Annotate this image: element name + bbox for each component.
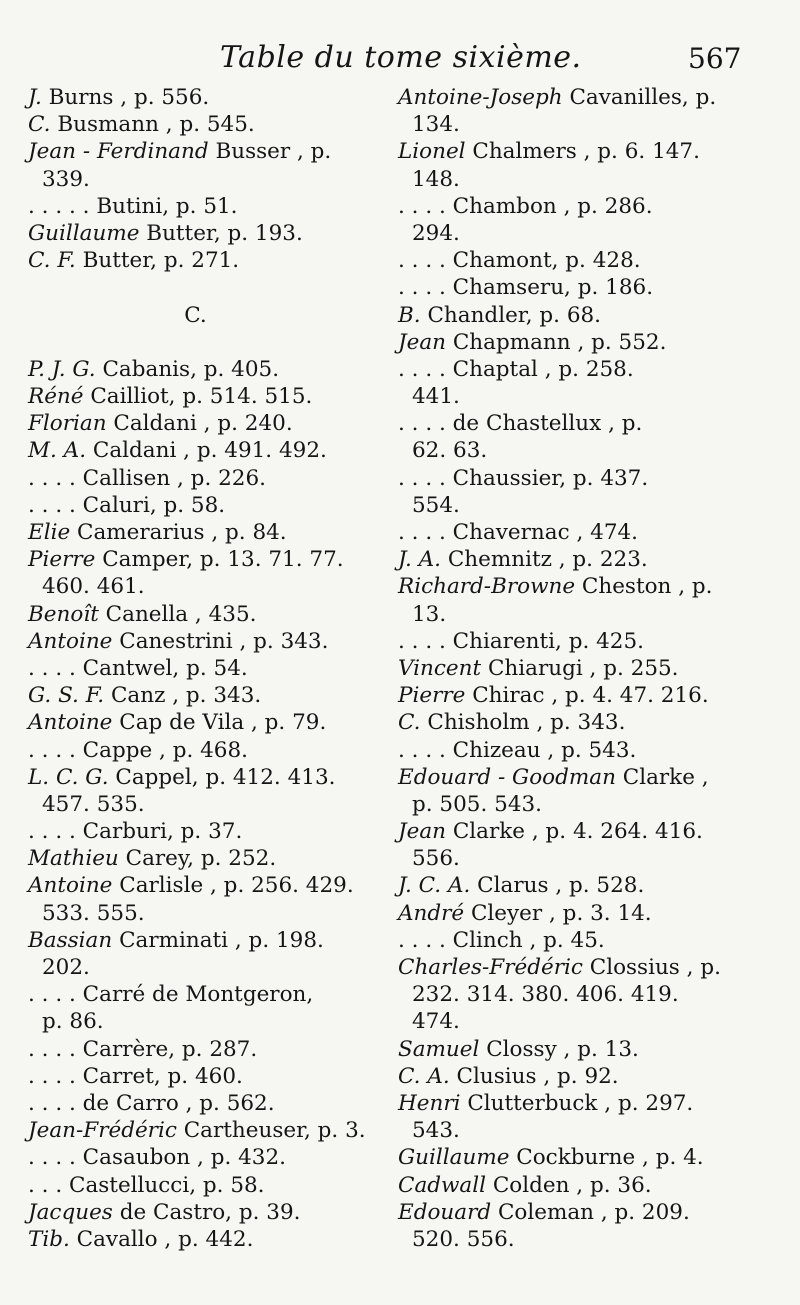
entry-text: . . . . Caluri, p. 58. bbox=[28, 492, 226, 518]
running-title: Table du tome sixième. bbox=[220, 40, 582, 75]
index-entry bbox=[398, 356, 778, 383]
index-entry bbox=[28, 465, 393, 492]
entry-text: Camper, p. 13. 71. 77. bbox=[95, 547, 344, 573]
index-entry bbox=[398, 329, 778, 356]
index-entry bbox=[28, 329, 393, 356]
entry-text: 134. bbox=[412, 112, 460, 138]
index-entry bbox=[28, 954, 393, 981]
entry-text: Clossius , p. bbox=[582, 955, 721, 980]
entry-text: Clusius , p. 92. bbox=[449, 1063, 619, 1089]
index-entry bbox=[398, 628, 778, 655]
entry-forename: Richard-Browne bbox=[398, 574, 576, 600]
entry-text: . . . . Chamseru, p. 186. bbox=[398, 275, 654, 301]
index-entry bbox=[398, 601, 778, 628]
index-entry bbox=[28, 1008, 393, 1035]
entry-forename: Guillaume bbox=[28, 220, 140, 246]
index-entry bbox=[28, 546, 393, 573]
index-entry bbox=[28, 111, 393, 138]
entry-text: Cailliot, p. 514. 515. bbox=[83, 384, 313, 410]
entry-text: Caldani , p. 240. bbox=[106, 411, 293, 437]
index-entry bbox=[398, 682, 778, 709]
page-header bbox=[0, 40, 800, 80]
entry-forename: B. bbox=[398, 302, 421, 328]
index-entry bbox=[28, 1117, 393, 1144]
index-entry bbox=[28, 84, 393, 111]
entry-text: Canella , 435. bbox=[98, 601, 257, 627]
entry-text: . . . . Chamont, p. 428. bbox=[398, 248, 641, 274]
index-entry bbox=[28, 356, 393, 383]
index-entry bbox=[28, 1036, 393, 1063]
entry-forename: C. bbox=[398, 710, 421, 736]
index-entry bbox=[398, 465, 778, 492]
index-entry bbox=[398, 927, 778, 954]
entry-text: Cheston , p. bbox=[575, 574, 713, 600]
index-entry bbox=[398, 519, 778, 546]
entry-forename: Florian bbox=[28, 411, 107, 437]
index-entry bbox=[28, 573, 393, 600]
entry-text: 13. bbox=[412, 601, 447, 627]
entry-text: Busser , p. bbox=[208, 139, 332, 165]
entry-text: Carlisle , p. 256. 429. bbox=[112, 873, 354, 899]
entry-forename: Tib. bbox=[28, 1226, 70, 1252]
entry-forename: Guillaume bbox=[398, 1145, 510, 1171]
entry-text: Chandler, p. 68. bbox=[420, 302, 602, 328]
index-entry bbox=[28, 1226, 393, 1253]
index-entry bbox=[28, 193, 393, 220]
entry-text: . . . . Carré de Montgeron, bbox=[28, 982, 314, 1008]
index-entry bbox=[398, 1008, 778, 1035]
section-letter bbox=[28, 302, 393, 329]
entry-forename: Benoît bbox=[28, 601, 99, 627]
entry-text: p. 86. bbox=[42, 1009, 104, 1035]
entry-text: C. bbox=[184, 302, 207, 328]
entry-text: 554. bbox=[412, 492, 460, 518]
entry-forename: Antoine bbox=[28, 873, 113, 899]
index-entry bbox=[28, 791, 393, 818]
entry-text: Coleman , p. 209. bbox=[491, 1199, 690, 1225]
index-entry bbox=[398, 818, 778, 845]
entry-text: . . . . Carburi, p. 37. bbox=[28, 819, 243, 845]
entry-text: Cavallo , p. 442. bbox=[69, 1226, 254, 1252]
entry-forename: Cadwall bbox=[398, 1172, 487, 1198]
entry-text: . . . . Chiarenti, p. 425. bbox=[398, 628, 645, 654]
index-entry bbox=[398, 900, 778, 927]
index-entry bbox=[398, 737, 778, 764]
entry-text: 533. 555. bbox=[42, 900, 145, 926]
entry-text: Caldani , p. 491. 492. bbox=[86, 438, 327, 464]
entry-forename: P. J. G. bbox=[28, 356, 96, 382]
entry-text: Clossy , p. 13. bbox=[479, 1036, 639, 1062]
entry-forename: Samuel bbox=[398, 1036, 480, 1062]
index-entry bbox=[28, 764, 393, 791]
entry-text: . . . . Chaptal , p. 258. bbox=[398, 356, 634, 382]
entry-forename: Mathieu bbox=[28, 846, 119, 872]
index-entry bbox=[28, 492, 393, 519]
index-entry bbox=[28, 709, 393, 736]
index-entry bbox=[28, 1144, 393, 1171]
index-entry bbox=[398, 193, 778, 220]
index-entry bbox=[398, 410, 778, 437]
entry-text: . . . . Casaubon , p. 432. bbox=[28, 1145, 286, 1171]
entry-text: Cabanis, p. 405. bbox=[95, 356, 280, 382]
index-entry bbox=[28, 166, 393, 193]
index-entry bbox=[28, 900, 393, 927]
entry-forename: L. C. G. bbox=[28, 764, 109, 790]
entry-forename: Bassian bbox=[28, 927, 113, 953]
entry-text: Cavanilles, p. bbox=[562, 85, 717, 110]
entry-text: . . . . Carrère, p. 287. bbox=[28, 1036, 258, 1062]
index-entry bbox=[398, 573, 778, 600]
entry-text: Burns , p. 556. bbox=[41, 85, 210, 110]
index-entry bbox=[28, 818, 393, 845]
index-entry bbox=[398, 1036, 778, 1063]
entry-forename: J. C. A. bbox=[398, 873, 471, 899]
entry-text: Chirac , p. 4. 47. 216. bbox=[465, 683, 709, 709]
entry-forename: Antoine bbox=[28, 710, 113, 736]
index-entry bbox=[28, 682, 393, 709]
index-entry bbox=[398, 383, 778, 410]
entry-forename: Charles-Frédéric bbox=[398, 955, 583, 980]
index-entry bbox=[28, 1090, 393, 1117]
entry-text: 556. bbox=[412, 846, 460, 872]
entry-forename: C. A. bbox=[398, 1063, 450, 1089]
index-entry bbox=[28, 981, 393, 1008]
index-entry bbox=[28, 845, 393, 872]
entry-text: . . . . Cantwel, p. 54. bbox=[28, 655, 248, 681]
entry-text: . . . . de Chastellux , p. bbox=[398, 411, 643, 437]
index-entry bbox=[398, 546, 778, 573]
page-number: 567 bbox=[688, 42, 742, 75]
index-entry bbox=[398, 84, 778, 111]
index-entry bbox=[28, 1199, 393, 1226]
entry-forename: Edouard bbox=[398, 1199, 492, 1225]
index-entry bbox=[28, 274, 393, 301]
entry-text: . . . . Cappe , p. 468. bbox=[28, 737, 248, 763]
entry-text: Cappel, p. 412. 413. bbox=[108, 764, 336, 790]
entry-text: Cockburne , p. 4. bbox=[509, 1145, 704, 1171]
index-entry bbox=[398, 111, 778, 138]
right-index-column bbox=[398, 84, 778, 1253]
index-entry bbox=[398, 981, 778, 1008]
index-entry bbox=[398, 764, 778, 791]
entry-text: Clarke , bbox=[615, 764, 709, 790]
entry-text: Canz , p. 343. bbox=[104, 683, 262, 709]
index-entry bbox=[398, 1144, 778, 1171]
index-entry bbox=[398, 1172, 778, 1199]
entry-text: 520. 556. bbox=[412, 1226, 515, 1252]
index-entry bbox=[398, 655, 778, 682]
entry-text: de Castro, p. 39. bbox=[112, 1199, 301, 1225]
entry-text: 543. bbox=[412, 1118, 460, 1144]
left-index-column bbox=[28, 84, 393, 1253]
entry-text: . . . . de Carro , p. 562. bbox=[28, 1090, 275, 1116]
entry-text: Butter, p. 271. bbox=[75, 248, 240, 274]
index-entry bbox=[398, 220, 778, 247]
entry-text: Clutterbuck , p. 297. bbox=[460, 1090, 694, 1116]
index-entry bbox=[398, 138, 778, 165]
index-entry bbox=[28, 655, 393, 682]
entry-forename: Antoine bbox=[28, 628, 113, 654]
entry-forename: Réné bbox=[28, 384, 84, 410]
entry-text: Cartheuser, p. 3. bbox=[176, 1118, 366, 1144]
entry-forename: Jean bbox=[398, 329, 447, 355]
index-entry bbox=[398, 1090, 778, 1117]
index-entry bbox=[28, 247, 393, 274]
entry-text: . . . . Chavernac , 474. bbox=[398, 520, 639, 545]
index-entry bbox=[398, 845, 778, 872]
entry-text: . . . . . Butini, p. 51. bbox=[28, 193, 238, 219]
index-entry bbox=[398, 791, 778, 818]
entry-text: . . . . Clinch , p. 45. bbox=[398, 927, 605, 953]
index-entry bbox=[28, 220, 393, 247]
entry-text: . . . . Callisen , p. 226. bbox=[28, 465, 266, 491]
index-entry bbox=[398, 247, 778, 274]
index-entry bbox=[28, 138, 393, 165]
entry-forename: Jacques bbox=[28, 1199, 113, 1225]
index-entry bbox=[398, 1063, 778, 1090]
entry-forename: C. F. bbox=[28, 248, 76, 274]
entry-forename: Jean bbox=[398, 819, 447, 845]
entry-text: . . . Castellucci, p. 58. bbox=[28, 1172, 265, 1198]
index-entry bbox=[398, 1199, 778, 1226]
index-entry bbox=[28, 519, 393, 546]
entry-text: 294. bbox=[412, 220, 460, 246]
entry-forename: Jean-Frédéric bbox=[28, 1118, 177, 1144]
index-entry bbox=[398, 302, 778, 329]
entry-forename: J. bbox=[28, 85, 42, 110]
entry-forename: Pierre bbox=[28, 547, 96, 573]
entry-text: 202. bbox=[42, 955, 90, 980]
index-entry bbox=[398, 1226, 778, 1253]
index-entry bbox=[28, 383, 393, 410]
entry-forename: Lionel bbox=[398, 139, 466, 165]
entry-text: Clarus , p. 528. bbox=[470, 873, 645, 899]
index-entry bbox=[398, 166, 778, 193]
entry-text: 148. bbox=[412, 166, 460, 192]
entry-text: . . . . Chizeau , p. 543. bbox=[398, 737, 637, 763]
entry-forename: G. S. F. bbox=[28, 683, 105, 709]
entry-text: Colden , p. 36. bbox=[486, 1172, 652, 1198]
entry-text: 457. 535. bbox=[42, 791, 145, 817]
index-entry bbox=[28, 437, 393, 464]
entry-text: . . . . Chaussier, p. 437. bbox=[398, 465, 649, 491]
index-entry bbox=[398, 1117, 778, 1144]
entry-forename: Jean - Ferdinand bbox=[28, 139, 209, 165]
index-entry bbox=[398, 954, 778, 981]
entry-text: Cap de Vila , p. 79. bbox=[112, 710, 327, 736]
entry-text: 339. bbox=[42, 166, 90, 192]
entry-forename: Edouard - Goodman bbox=[398, 764, 616, 790]
entry-text: Butter, p. 193. bbox=[139, 220, 303, 246]
entry-forename: Vincent bbox=[398, 655, 482, 681]
entry-forename: Pierre bbox=[398, 683, 466, 709]
entry-forename: Henri bbox=[398, 1090, 461, 1116]
entry-text: 232. 314. 380. 406. 419. bbox=[412, 982, 679, 1008]
entry-text: . . . . Chambon , p. 286. bbox=[398, 193, 653, 219]
entry-text: Chapmann , p. 552. bbox=[446, 329, 667, 355]
index-entry bbox=[398, 437, 778, 464]
entry-forename: Antoine-Joseph bbox=[398, 85, 563, 110]
entry-text: Carey, p. 252. bbox=[118, 846, 277, 872]
index-entry bbox=[28, 1172, 393, 1199]
entry-text: Busmann , p. 545. bbox=[50, 112, 255, 138]
entry-text: 441. bbox=[412, 384, 460, 410]
index-entry bbox=[28, 1063, 393, 1090]
entry-text: 474. bbox=[412, 1009, 460, 1035]
index-entry bbox=[398, 709, 778, 736]
index-entry bbox=[398, 274, 778, 301]
index-entry bbox=[28, 410, 393, 437]
index-entry bbox=[28, 872, 393, 899]
entry-text: Chemnitz , p. 223. bbox=[440, 547, 648, 573]
entry-text: Chisholm , p. 343. bbox=[420, 710, 626, 736]
entry-text: p. 505. 543. bbox=[412, 791, 543, 817]
entry-text: Canestrini , p. 343. bbox=[112, 628, 329, 654]
entry-text: Camerarius , p. 84. bbox=[70, 520, 287, 545]
entry-text: . . . . Carret, p. 460. bbox=[28, 1063, 243, 1089]
index-entry bbox=[28, 737, 393, 764]
entry-text: 460. 461. bbox=[42, 574, 145, 600]
entry-forename: M. A. bbox=[28, 438, 87, 464]
entry-text: Chalmers , p. 6. 147. bbox=[465, 139, 700, 165]
entry-text: Carminati , p. 198. bbox=[112, 927, 324, 953]
index-entry bbox=[398, 492, 778, 519]
entry-text: 62. 63. bbox=[412, 438, 488, 464]
index-entry bbox=[28, 601, 393, 628]
entry-forename: Elie bbox=[28, 520, 71, 545]
index-entry bbox=[398, 872, 778, 899]
entry-forename: J. A. bbox=[398, 547, 441, 573]
entry-text: Chiarugi , p. 255. bbox=[481, 655, 679, 681]
index-entry bbox=[28, 927, 393, 954]
entry-forename: C. bbox=[28, 112, 51, 138]
entry-forename: André bbox=[398, 900, 465, 926]
index-entry bbox=[28, 628, 393, 655]
entry-text: Clarke , p. 4. 264. 416. bbox=[446, 819, 703, 845]
entry-text: Cleyer , p. 3. 14. bbox=[464, 900, 652, 926]
